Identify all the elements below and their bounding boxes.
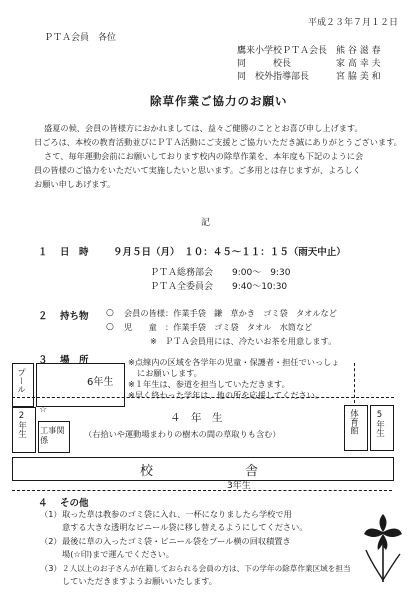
document-title: 除草作業ご協力のお願い: [150, 94, 288, 108]
item-text-2: 児 童 ：作業手袋 ゴミ袋 タオル 水筒など: [124, 322, 313, 332]
pool-label: プール: [15, 368, 26, 394]
gym-label: 体育館: [348, 409, 359, 435]
sender-org-2: 同 校長: [237, 59, 292, 69]
ki-heading: 記: [201, 218, 211, 228]
section1-label: 日 時: [60, 247, 89, 258]
section4-number: ４: [38, 498, 48, 509]
body-line-3: さて、毎年運動会前にお願いしております校内の除草作業を、本年度も下記のように会: [44, 151, 364, 161]
section2-number: ２: [38, 311, 48, 322]
location-note-3: ※１年生は、参道を担当していただきます。: [128, 379, 290, 389]
flower-illustration: [360, 510, 406, 584]
item-mark-2: ○: [106, 322, 114, 332]
other-line-1b: 意する大きな透明なビニール袋に移し替えるようにしてください。: [62, 522, 308, 532]
schedule-group-1: ＰＴＡ総務部会: [150, 268, 214, 278]
grade6-label: 6年生: [87, 377, 114, 388]
grade4-note: （右拾いや運動場まわりの樹木の間の草取りも含む）: [84, 429, 281, 439]
other-mark-2: （2）: [40, 536, 62, 546]
section2-label: 持ち物: [60, 311, 89, 322]
location-note-2: にお願いします。: [137, 368, 202, 378]
schedule-time-1: 9:00～ 9:30: [232, 268, 291, 278]
schedule-time-2: 9:40～10:30: [232, 282, 288, 292]
school-label: 校 舎: [140, 464, 281, 479]
grade2-label: 2年生: [16, 411, 27, 438]
body-line-4: 員の皆様のご協力をいただいて実施したいと思います。ご多用とは存じますが、よろしく: [34, 165, 361, 175]
other-line-2b: 場(☆印)まで運んでください。: [62, 549, 174, 559]
grade5-label: 5年生: [374, 410, 385, 437]
location-note-4: ※早く終わった学年は、他の所を応援してください。: [128, 390, 324, 400]
location-note-1: ※点線内の区域を各学年の児童・保護者・担任でいっしょ: [128, 357, 340, 367]
schedule-group-2: ＰＴＡ全委員会: [150, 282, 214, 292]
document-date: 平成２３年７月１２日: [307, 18, 398, 28]
body-line-1: 盛夏の候、会員の皆様方におかれましては、益々ご健勝のこととお喜び申し上げます。: [44, 123, 363, 133]
other-line-1a: 取った草は教参のゴミ袋に入れ、一杯になりましたら学校で用: [62, 509, 292, 519]
grade3-label: 3年生: [227, 481, 251, 491]
dashed-zone-right: [354, 363, 355, 403]
body-line-2: 日ごろは、本校の教育活動並びにＰＴＡ活動にご支援とご協力いただき誠にありがとうございます。: [34, 137, 402, 147]
section3-label: 場 所: [60, 355, 89, 366]
section1-number: １: [38, 247, 48, 258]
other-mark-1: （1）: [40, 509, 62, 519]
sender-org-3: 同 校外指導部長: [237, 72, 310, 82]
worksite-label: 工事関係: [40, 425, 65, 446]
item-mark-1: ○: [106, 308, 114, 318]
other-line-3b: していただきますようお願いいたします。: [62, 576, 217, 586]
section3-number: ３: [38, 355, 48, 366]
dashed-zone: [12, 397, 394, 398]
other-mark-3: （3）: [40, 563, 62, 573]
sender-name-3: 宮 脇 美 和: [336, 72, 381, 82]
section1-datetime: ９月５日（月） １０：４５～１１：１５（雨天中止）: [113, 247, 346, 258]
section4-label: その他: [60, 498, 89, 509]
item-text-1: 会員の皆様：作業手袋 鎌 草かき ゴミ袋 タオルなど: [124, 308, 337, 318]
other-line-3a: ２人以上のお子さんが在籍しておられる会員の方は、下の学年の除草作業区域を担当: [62, 564, 351, 573]
sender-name-1: 熊 谷 滋 春: [336, 46, 381, 56]
other-line-2a: 最後に草の入ったゴミ袋・ビニール袋をプール横の回収積置き: [62, 536, 291, 546]
collection-star: ☆: [39, 405, 48, 415]
sender-name-2: 家 高 幸 夫: [336, 59, 381, 69]
grade4-label: ４ 年 生: [170, 412, 223, 424]
sender-org-1: 鷹来小学校ＰＴＡ会長: [237, 46, 328, 56]
tea-note: ※ ＰＴＡ会員用には、冷たいお茶を用意します。: [150, 336, 337, 346]
recipient-line: ＰＴＡ会員 各位: [44, 33, 117, 43]
grade3-zone: [12, 490, 392, 491]
body-line-5: お願い申しあげます。: [34, 179, 116, 189]
